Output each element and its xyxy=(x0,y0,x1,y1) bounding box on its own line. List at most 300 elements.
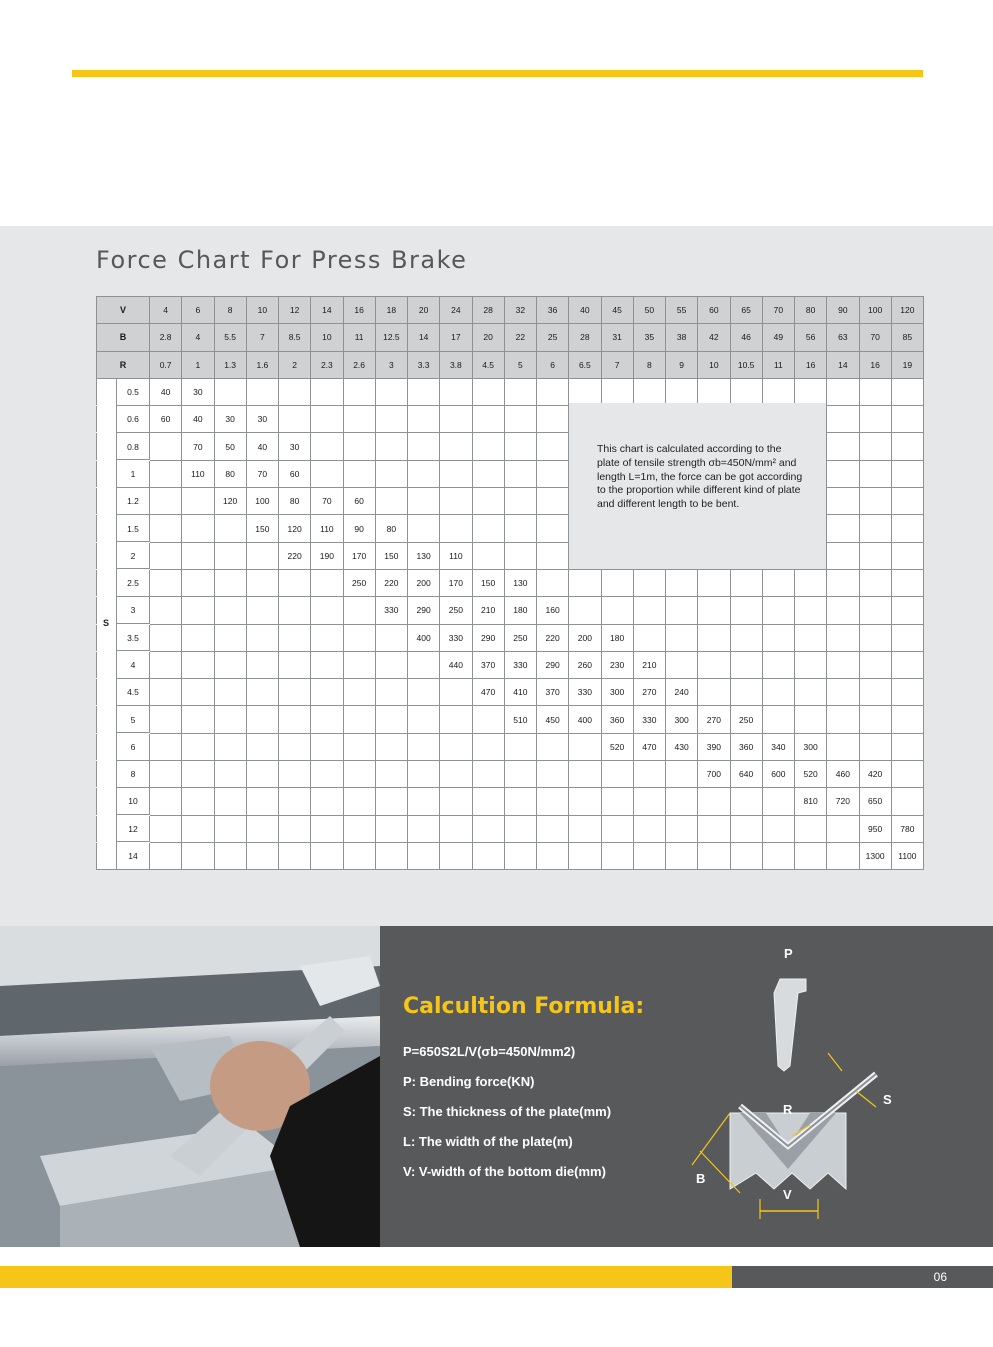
row-separator xyxy=(117,568,150,569)
table-cell xyxy=(311,733,343,760)
table-cell: 810 xyxy=(795,788,827,815)
table-cell xyxy=(601,597,633,624)
table-cell xyxy=(859,733,891,760)
formula-section xyxy=(0,926,993,1247)
table-cell: 6.5 xyxy=(569,351,601,378)
table-cell xyxy=(182,569,214,596)
table-cell xyxy=(182,488,214,515)
table-cell xyxy=(182,679,214,706)
thickness-cell xyxy=(97,733,150,760)
table-cell xyxy=(408,488,440,515)
table-cell xyxy=(150,597,182,624)
force-chart-section xyxy=(0,226,993,926)
table-cell xyxy=(633,624,665,651)
row-separator xyxy=(117,787,150,788)
table-cell xyxy=(504,378,536,405)
table-cell xyxy=(182,842,214,869)
table-cell: 110 xyxy=(182,460,214,487)
table-cell: 35 xyxy=(633,324,665,351)
table-cell: 65 xyxy=(730,297,762,324)
table-cell xyxy=(666,815,698,842)
table-cell xyxy=(762,706,794,733)
table-cell xyxy=(246,733,278,760)
table-cell xyxy=(795,815,827,842)
table-cell xyxy=(537,542,569,569)
table-cell xyxy=(827,733,859,760)
table-cell xyxy=(408,733,440,760)
s-axis-label: S xyxy=(102,618,109,629)
press-brake-photo xyxy=(0,926,380,1247)
thickness-value: 6 xyxy=(130,741,136,752)
table-cell: 22 xyxy=(504,324,536,351)
table-cell xyxy=(698,788,730,815)
v-row-label: V xyxy=(97,297,150,324)
table-cell: 290 xyxy=(408,597,440,624)
table-cell xyxy=(827,651,859,678)
table-cell xyxy=(150,460,182,487)
thickness-cell xyxy=(97,378,150,405)
table-cell xyxy=(827,488,859,515)
table-cell: 40 xyxy=(182,406,214,433)
table-cell xyxy=(279,842,311,869)
thickness-cell xyxy=(97,651,150,678)
table-cell: 70 xyxy=(246,460,278,487)
table-cell: 250 xyxy=(504,624,536,651)
table-cell xyxy=(150,706,182,733)
table-cell xyxy=(440,433,472,460)
table-row xyxy=(97,706,924,733)
table-cell xyxy=(375,761,407,788)
table-cell xyxy=(537,761,569,788)
table-cell: 220 xyxy=(279,542,311,569)
table-cell: 28 xyxy=(472,297,504,324)
row-separator xyxy=(117,760,150,761)
table-cell xyxy=(730,815,762,842)
table-row xyxy=(97,651,924,678)
thickness-value: 3.5 xyxy=(127,632,139,643)
table-cell: 370 xyxy=(537,679,569,706)
table-cell xyxy=(698,624,730,651)
table-cell xyxy=(214,679,246,706)
row-separator xyxy=(117,814,150,815)
table-cell: 330 xyxy=(440,624,472,651)
table-cell xyxy=(440,488,472,515)
table-cell xyxy=(408,788,440,815)
table-cell xyxy=(795,569,827,596)
table-cell xyxy=(504,815,536,842)
table-cell xyxy=(698,842,730,869)
s-column-divider xyxy=(116,378,117,869)
table-cell xyxy=(891,515,923,542)
table-cell xyxy=(504,515,536,542)
table-cell xyxy=(472,488,504,515)
table-cell: 360 xyxy=(730,733,762,760)
table-cell: 40 xyxy=(569,297,601,324)
table-cell xyxy=(537,733,569,760)
table-cell: 40 xyxy=(246,433,278,460)
thickness-value: 0.6 xyxy=(127,414,139,425)
table-cell: 240 xyxy=(666,679,698,706)
table-cell: 2 xyxy=(279,351,311,378)
table-cell: 460 xyxy=(827,761,859,788)
table-cell xyxy=(569,733,601,760)
table-cell: 650 xyxy=(859,788,891,815)
table-cell xyxy=(246,842,278,869)
table-cell xyxy=(246,651,278,678)
table-cell xyxy=(246,624,278,651)
table-cell xyxy=(891,542,923,569)
table-cell: 50 xyxy=(633,297,665,324)
table-cell: 120 xyxy=(214,488,246,515)
table-cell: 520 xyxy=(795,761,827,788)
table-cell xyxy=(891,406,923,433)
table-cell xyxy=(472,761,504,788)
table-cell: 2.8 xyxy=(150,324,182,351)
table-cell: 8 xyxy=(214,297,246,324)
table-cell xyxy=(537,378,569,405)
table-cell xyxy=(504,542,536,569)
thickness-cell xyxy=(97,433,150,460)
thickness-value: 1 xyxy=(130,468,136,479)
table-cell: 11 xyxy=(762,351,794,378)
thickness-cell xyxy=(97,515,150,542)
table-cell xyxy=(472,460,504,487)
table-cell xyxy=(408,460,440,487)
table-cell: 10.5 xyxy=(730,351,762,378)
table-cell xyxy=(698,651,730,678)
table-cell xyxy=(246,706,278,733)
table-cell: 720 xyxy=(827,788,859,815)
table-cell: 31 xyxy=(601,324,633,351)
formula-v-definition: V: V-width of the bottom die(mm) xyxy=(403,1164,606,1179)
table-cell: 950 xyxy=(859,815,891,842)
table-cell xyxy=(891,788,923,815)
table-row xyxy=(97,733,924,760)
table-cell xyxy=(891,569,923,596)
table-cell: 780 xyxy=(891,815,923,842)
table-cell: 400 xyxy=(569,706,601,733)
table-cell xyxy=(859,624,891,651)
table-cell: 46 xyxy=(730,324,762,351)
footer-accent-bar xyxy=(0,1266,732,1288)
table-cell: 19 xyxy=(891,351,923,378)
table-cell xyxy=(375,406,407,433)
table-cell: 290 xyxy=(537,651,569,678)
table-cell xyxy=(246,788,278,815)
thickness-cell xyxy=(97,842,150,869)
table-cell: 1100 xyxy=(891,842,923,869)
table-cell xyxy=(311,651,343,678)
table-cell xyxy=(279,569,311,596)
table-cell xyxy=(408,679,440,706)
table-cell xyxy=(440,706,472,733)
thickness-value: 2.5 xyxy=(127,578,139,589)
table-cell xyxy=(343,406,375,433)
table-cell xyxy=(375,733,407,760)
table-cell xyxy=(182,761,214,788)
table-cell xyxy=(504,460,536,487)
table-cell: 2.6 xyxy=(343,351,375,378)
table-cell: 49 xyxy=(762,324,794,351)
row-separator xyxy=(117,514,150,515)
press-brake-illustration xyxy=(0,926,380,1247)
table-cell xyxy=(214,842,246,869)
table-cell xyxy=(666,378,698,405)
table-cell xyxy=(440,788,472,815)
thickness-cell xyxy=(97,624,150,651)
table-cell xyxy=(730,788,762,815)
table-cell xyxy=(633,815,665,842)
table-cell xyxy=(827,679,859,706)
table-cell xyxy=(827,569,859,596)
thickness-cell xyxy=(97,542,150,569)
table-cell xyxy=(859,433,891,460)
table-cell xyxy=(537,788,569,815)
row-separator xyxy=(117,650,150,651)
table-cell xyxy=(440,460,472,487)
table-cell xyxy=(279,624,311,651)
table-cell: 300 xyxy=(795,733,827,760)
table-cell: 160 xyxy=(537,597,569,624)
table-cell: 90 xyxy=(827,297,859,324)
table-cell: 60 xyxy=(343,488,375,515)
table-cell xyxy=(827,433,859,460)
thickness-value: 1.5 xyxy=(127,523,139,534)
table-cell: 9 xyxy=(666,351,698,378)
table-cell: 25 xyxy=(537,324,569,351)
table-cell xyxy=(537,406,569,433)
table-cell xyxy=(343,788,375,815)
table-cell: 85 xyxy=(891,324,923,351)
table-cell xyxy=(279,761,311,788)
table-cell xyxy=(150,433,182,460)
table-cell xyxy=(311,815,343,842)
table-cell xyxy=(375,815,407,842)
table-cell xyxy=(279,597,311,624)
thickness-value: 3 xyxy=(130,605,136,616)
table-cell xyxy=(246,378,278,405)
table-cell: 24 xyxy=(440,297,472,324)
table-cell xyxy=(311,597,343,624)
table-cell xyxy=(408,761,440,788)
table-cell: 45 xyxy=(601,297,633,324)
table-cell: 170 xyxy=(343,542,375,569)
table-cell xyxy=(891,460,923,487)
table-cell xyxy=(698,569,730,596)
table-cell xyxy=(150,651,182,678)
table-cell xyxy=(375,651,407,678)
table-cell xyxy=(504,761,536,788)
table-cell xyxy=(859,515,891,542)
table-cell xyxy=(408,706,440,733)
table-cell xyxy=(666,788,698,815)
table-cell xyxy=(440,733,472,760)
table-cell: 32 xyxy=(504,297,536,324)
table-cell xyxy=(666,651,698,678)
table-cell xyxy=(891,624,923,651)
table-cell: 330 xyxy=(375,597,407,624)
table-cell xyxy=(311,460,343,487)
table-cell: 5.5 xyxy=(214,324,246,351)
table-cell xyxy=(343,679,375,706)
table-cell xyxy=(343,842,375,869)
table-cell: 260 xyxy=(569,651,601,678)
table-cell xyxy=(633,569,665,596)
table-cell xyxy=(343,706,375,733)
footer-page-bar xyxy=(732,1266,993,1288)
table-cell: 110 xyxy=(311,515,343,542)
table-cell: 470 xyxy=(472,679,504,706)
table-cell xyxy=(375,460,407,487)
table-cell xyxy=(375,378,407,405)
table-cell xyxy=(633,842,665,869)
table-cell xyxy=(730,624,762,651)
table-cell: 3 xyxy=(375,351,407,378)
table-cell xyxy=(279,788,311,815)
table-cell: 80 xyxy=(795,297,827,324)
table-cell: 300 xyxy=(666,706,698,733)
table-cell: 36 xyxy=(537,297,569,324)
table-cell xyxy=(891,597,923,624)
thickness-cell xyxy=(97,761,150,788)
table-cell xyxy=(246,815,278,842)
table-cell xyxy=(569,378,601,405)
diagram-label-r: R xyxy=(783,1102,793,1117)
formula-equation: P=650S2L/V(σb=450N/mm2) xyxy=(403,1044,576,1059)
table-cell: 60 xyxy=(279,460,311,487)
row-separator xyxy=(117,623,150,624)
table-cell xyxy=(472,515,504,542)
table-cell xyxy=(827,624,859,651)
table-cell xyxy=(537,569,569,596)
table-cell xyxy=(537,842,569,869)
table-cell: 410 xyxy=(504,679,536,706)
table-cell: 70 xyxy=(762,297,794,324)
table-cell: 100 xyxy=(859,297,891,324)
table-cell: 300 xyxy=(601,679,633,706)
table-cell: 14 xyxy=(311,297,343,324)
table-cell xyxy=(762,679,794,706)
table-cell: 10 xyxy=(698,351,730,378)
table-cell xyxy=(504,842,536,869)
table-cell xyxy=(891,679,923,706)
table-cell xyxy=(698,679,730,706)
table-cell xyxy=(182,597,214,624)
thickness-cell xyxy=(97,569,150,596)
table-cell: 6 xyxy=(182,297,214,324)
table-cell xyxy=(150,624,182,651)
table-cell: 130 xyxy=(408,542,440,569)
table-cell: 12 xyxy=(279,297,311,324)
table-cell: 38 xyxy=(666,324,698,351)
table-cell: 30 xyxy=(214,406,246,433)
table-cell xyxy=(408,433,440,460)
table-cell: 28 xyxy=(569,324,601,351)
table-cell: 12.5 xyxy=(375,324,407,351)
table-cell xyxy=(698,378,730,405)
table-cell xyxy=(214,542,246,569)
table-cell: 11 xyxy=(343,324,375,351)
diagram-label-p: P xyxy=(784,946,793,961)
table-cell xyxy=(859,706,891,733)
table-cell: 10 xyxy=(311,324,343,351)
table-cell xyxy=(375,842,407,869)
table-cell xyxy=(343,378,375,405)
table-cell: 8.5 xyxy=(279,324,311,351)
table-cell: 120 xyxy=(891,297,923,324)
table-cell xyxy=(311,706,343,733)
table-cell xyxy=(537,515,569,542)
table-cell xyxy=(440,515,472,542)
table-cell xyxy=(311,406,343,433)
table-cell: 2.3 xyxy=(311,351,343,378)
table-cell xyxy=(795,842,827,869)
table-cell xyxy=(279,406,311,433)
table-cell: 470 xyxy=(633,733,665,760)
table-cell xyxy=(698,597,730,624)
table-cell: 700 xyxy=(698,761,730,788)
table-cell: 3.3 xyxy=(408,351,440,378)
table-cell xyxy=(633,761,665,788)
table-cell xyxy=(537,815,569,842)
table-cell xyxy=(730,569,762,596)
table-cell xyxy=(311,624,343,651)
table-cell xyxy=(762,624,794,651)
table-cell xyxy=(440,679,472,706)
table-cell xyxy=(891,378,923,405)
formula-panel xyxy=(380,926,993,1247)
table-cell: 100 xyxy=(246,488,278,515)
table-cell: 170 xyxy=(440,569,472,596)
table-row xyxy=(97,842,924,869)
table-cell xyxy=(150,569,182,596)
table-cell: 20 xyxy=(472,324,504,351)
table-cell: 270 xyxy=(698,706,730,733)
thickness-value: 2 xyxy=(130,550,136,561)
page-number: 06 xyxy=(933,1270,947,1284)
table-row xyxy=(97,624,924,651)
row-separator xyxy=(117,487,150,488)
table-cell xyxy=(795,597,827,624)
table-cell xyxy=(150,733,182,760)
table-cell xyxy=(762,815,794,842)
row-separator xyxy=(117,541,150,542)
table-cell xyxy=(214,788,246,815)
table-cell xyxy=(762,651,794,678)
table-cell xyxy=(214,624,246,651)
table-cell xyxy=(666,597,698,624)
formula-s-definition: S: The thickness of the plate(mm) xyxy=(403,1104,612,1119)
table-cell xyxy=(504,488,536,515)
formula-p-definition: P: Bending force(KN) xyxy=(403,1074,535,1089)
table-cell xyxy=(859,378,891,405)
table-cell: 90 xyxy=(343,515,375,542)
table-cell xyxy=(408,378,440,405)
table-cell: 14 xyxy=(408,324,440,351)
table-cell xyxy=(343,815,375,842)
table-cell xyxy=(730,378,762,405)
table-cell xyxy=(601,378,633,405)
table-cell xyxy=(504,733,536,760)
table-cell xyxy=(279,378,311,405)
thickness-value: 4.5 xyxy=(127,687,139,698)
table-cell: 4 xyxy=(150,297,182,324)
table-cell xyxy=(762,597,794,624)
table-cell xyxy=(666,569,698,596)
diagram-label-s: S xyxy=(883,1092,892,1107)
table-cell: 40 xyxy=(150,378,182,405)
row-separator xyxy=(117,459,150,460)
